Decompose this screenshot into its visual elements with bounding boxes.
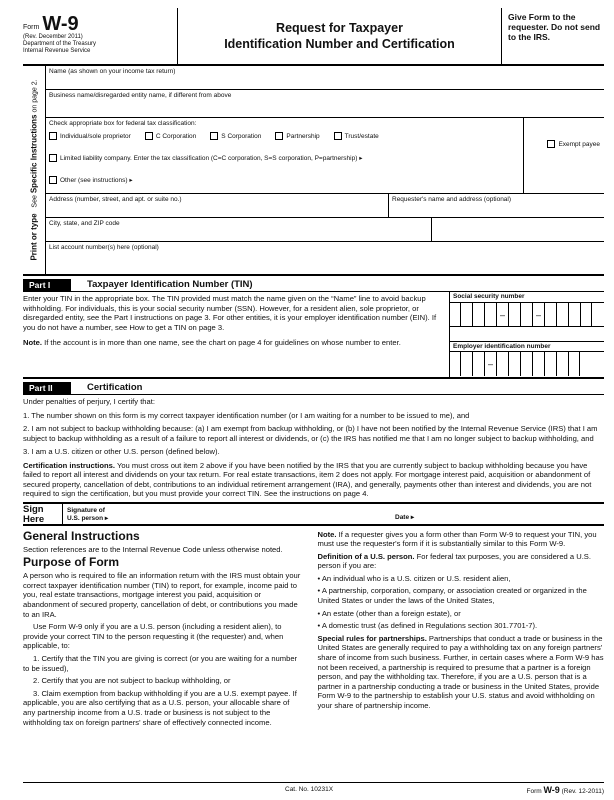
us-person-bullet-2: • A partnership, corporation, company, or association created or organized in the United States or under the laws of the United States, (317, 586, 587, 606)
give-form-note: Give Form to the requester. Do not send to the IRS. (508, 12, 601, 42)
signature-field[interactable] (63, 504, 604, 524)
here-word: Here (23, 513, 45, 525)
requester-field[interactable] (389, 194, 604, 217)
part2-title: Certification (87, 382, 143, 393)
purpose-item-1: 1. Certify that the TIN you are giving is correct (or you are waiting for a number to be issued), (23, 654, 298, 673)
footer-form-label: Form (526, 787, 544, 795)
catalog-number: Cat. No. 10231X (285, 786, 334, 793)
form-number: W-9 (42, 13, 79, 35)
form-title (178, 8, 502, 64)
ssn-dash-1: – (496, 303, 508, 326)
c-corp-checkbox[interactable] (145, 132, 153, 140)
business-name-label: Business name/disregarded entity name, if different from above (49, 92, 232, 99)
trust-label: Trust/estate (344, 132, 379, 140)
partnership-rules: Partnerships that conduct a trade or business in the United States are generally required to pay a withholding tax on any foreign partners' share of income from such business. Further, in certain cases where a Form W-9 has not been received, a partnership is required to presume that a partner is a foreign person, and pay the withholding tax. Therefore, if you are a U.S. person that is a partner in a partnership conducting a trade or business in the United States, provide Form W-9 to the partnership to establish your U.S. status and avoid withholding on your share of partnership income. (317, 633, 604, 710)
ein-dash: – (484, 352, 496, 376)
cert-item-2: 2. I am not subject to backup withholding because: (a) I am exempt from backup withholding, or (b) I have not been notified by the Internal Revenue Service (IRS) that I am subject to backup withholding as a result of a failure to report all interest or dividends, or (c) the IRS has notified me that I am no longer subject to backup withholding, and (23, 424, 598, 443)
tin-note-label: Note. (23, 338, 42, 347)
part1-header (23, 278, 604, 292)
us-person-bullet-1: • An individual who is a U.S. citizen or U.S. resident alien, (317, 573, 511, 583)
s-corp-label: S Corporation (221, 132, 262, 140)
us-person-def-label: Definition of a U.S. person. (317, 551, 415, 561)
form-id-block (23, 8, 178, 64)
classification-label: Check appropriate box for federal tax classification: (49, 120, 197, 127)
ssn-dash-2: – (532, 303, 544, 326)
form-title-line1: Request for Taxpayer (276, 21, 403, 35)
side-print-type: Print or type (29, 213, 39, 261)
purpose-para-1: A person who is required to file an information return with the IRS must obtain your correct taxpayer identification number (TIN) to report, for example, income paid to you, real estate transactions, mortgage interest you paid, acquisition or abandonment of secured property, cancellation of debt, or contributions you made to an IRA. (23, 571, 301, 619)
form-label: Form (23, 24, 40, 31)
us-person-bullet-3: • An estate (other than a foreign estate), or (317, 608, 461, 618)
trust-checkbox[interactable] (334, 132, 342, 140)
ein-input[interactable] (450, 352, 604, 376)
address-field[interactable] (46, 194, 389, 217)
accounts-label: List account number(s) here (optional) (49, 244, 159, 251)
purpose-heading: Purpose of Form (23, 554, 120, 569)
right-note-label: Note. (317, 529, 337, 539)
cert-item-3: 3. I am a U.S. citizen or other U.S. person (defined below). (23, 447, 220, 456)
sign-word: Sign (23, 503, 44, 515)
instructions-columns (23, 530, 604, 731)
purpose-para-2: Use Form W-9 only if you are a U.S. person (including a resident alien), to provide your correct TIN to the person requesting it (the requester) and, when applicable, to: (23, 622, 284, 651)
section-references: Section references are to the Internal Revenue Code unless otherwise noted. (23, 545, 283, 555)
agency: Internal Revenue Service (23, 48, 91, 54)
footer-revision: (Rev. 12-2011) (559, 787, 604, 795)
side-page: on page 2. (31, 79, 39, 115)
us-person-bullet-4: • A domestic trust (as defined in Regulations section 301.7701-7). (317, 621, 538, 631)
individual-label: Individual/sole proprietor (60, 132, 131, 140)
form-title-line2: Identification Number and Certification (224, 37, 455, 51)
llc-checkbox[interactable] (49, 154, 57, 162)
exempt-payee-checkbox[interactable] (547, 140, 555, 148)
classification-section (46, 118, 604, 194)
cert-instructions: You must cross out item 2 above if you have been notified by the IRS that you are currently subject to backup withholding because you have failed to report all interest and dividends on your tax return. For real estate transactions, item 2 does not apply. For mortgage interest paid, acquisition or abandonment of secured property, cancellation of debt, contributions to an individual retirement arrangement (IRA), and generally, payments other than interest and dividends, you are not required to sign the certification, but you must provide your correct TIN. See the instructions on page 4. (23, 460, 592, 498)
taxpayer-info-block (23, 66, 604, 276)
signature-label-1: Signature of (67, 506, 105, 514)
page-footer (23, 782, 604, 796)
ein-label: Employer identification number (450, 341, 604, 352)
business-name-field[interactable] (46, 90, 604, 118)
part1-title: Taxpayer Identification Number (TIN) (87, 279, 253, 290)
cert-intro: Under penalties of perjury, I certify that: (23, 397, 155, 406)
c-corp-label: C Corporation (155, 132, 197, 140)
city-field[interactable] (46, 218, 432, 242)
signature-row (23, 502, 604, 526)
right-note: If a requester gives you a form other than Form W-9 to request your TIN, you must use the requester's form if it is substantially similar to this Form W-9. (317, 529, 597, 549)
us-person-def: For federal tax purposes, you are considered a U.S. person if you are: (317, 551, 591, 571)
form-header (23, 8, 604, 66)
department: Department of the Treasury (23, 41, 97, 47)
date-label: Date ▸ (395, 513, 415, 521)
cert-item-1: 1. The number shown on this form is my correct taxpayer identification number (or I am waiting for a number to be issued to me), and (23, 410, 470, 420)
certification-text (23, 397, 604, 499)
footer-form-number: W-9 (543, 784, 560, 795)
side-see: See (31, 193, 39, 208)
accounts-field[interactable] (46, 241, 604, 269)
partnership-rules-label: Special rules for partnerships. (317, 633, 427, 643)
signature-label-2: U.S. person ▸ (67, 514, 109, 522)
ssn-input[interactable] (450, 303, 604, 327)
part2-label: Part II (23, 382, 71, 394)
llc-label: Limited liability company. Enter the tax classification (C=C corporation, S=S corporation, P=partnership) ▸ (60, 155, 363, 162)
exempt-payee-label: Exempt payee (558, 140, 600, 148)
name-field[interactable] (46, 66, 604, 90)
requester-label: Requester's name and address (optional) (392, 196, 512, 203)
other-checkbox[interactable] (49, 176, 57, 184)
s-corp-checkbox[interactable] (210, 132, 218, 140)
side-instructions (23, 66, 46, 274)
address-row (46, 194, 604, 218)
revision-date: (Rev. December 2011) (23, 34, 83, 40)
partnership-checkbox[interactable] (275, 132, 283, 140)
ssn-label: Social security number (450, 292, 604, 303)
sign-here-label (23, 504, 63, 524)
general-instructions-heading: General Instructions (23, 528, 140, 543)
tin-instructions: Enter your TIN in the appropriate box. The TIN provided must match the name given on the “Name” line to avoid backup withholding. For individuals, this is your social security number (SSN). However, for a resident alien, sole proprietor, or disregarded entity, see the Part I instructions on page 3. For other entities, it is your employer identification number (EIN). If you do not have a number, see How to get a TIN on page 3. (23, 294, 437, 332)
tin-note: If the account is in more than one name, see the chart on page 4 for guidelines on whose number to enter. (41, 338, 401, 347)
side-specific: Specific Instructions (29, 114, 39, 194)
city-label: City, state, and ZIP code (49, 220, 120, 227)
name-label: Name (as shown on your income tax return) (49, 68, 176, 75)
address-label: Address (number, street, and apt. or suite no.) (49, 196, 182, 203)
partnership-label: Partnership (286, 132, 320, 140)
other-label: Other (see instructions) ▸ (60, 177, 133, 184)
purpose-item-2: 2. Certify that you are not subject to backup withholding, or (33, 676, 231, 686)
purpose-item-3: 3. Claim exemption from backup withholding if you are a U.S. exempt payee. If applicable, you are also certifying that as a U.S. person, your allocable share of any partnership income from a U.S. trade or business is not subject to the withholding tax on foreign partners' share of effectively connected income. (23, 688, 297, 727)
part1-body (23, 292, 604, 379)
cert-instructions-label: Certification instructions. (23, 460, 115, 470)
part1-label: Part I (23, 279, 71, 291)
part2-header (23, 381, 604, 395)
individual-checkbox[interactable] (49, 132, 57, 140)
